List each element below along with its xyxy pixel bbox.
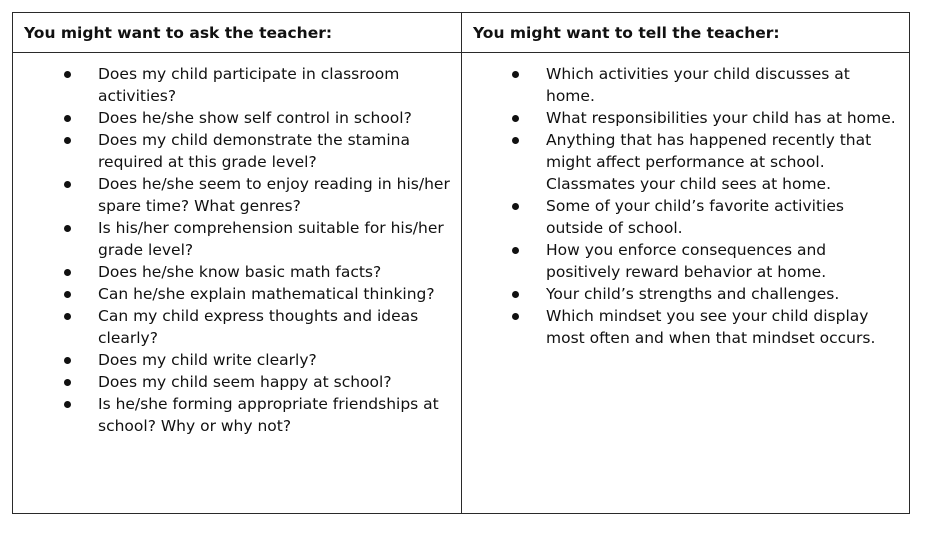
list-item-text: Does he/she know basic math facts? [98,263,382,281]
bullet-icon [512,313,519,320]
bullet-icon [64,401,71,408]
bullet-icon [512,203,519,210]
table-header-row [13,13,909,53]
list-item [13,349,461,371]
bullet-icon [512,115,519,122]
list-item-text: Anything that has happened recently that might affect performance at school. Classmates your child sees at home. [546,131,872,193]
list-item-text: Does my child participate in classroom activities? [98,65,400,105]
list-item-text: Does my child write clearly? [98,351,317,369]
list-item [462,239,909,283]
list-item [13,63,461,107]
bullet-icon [64,379,71,386]
bullet-icon [512,291,519,298]
list-item [13,393,461,437]
list-item [13,173,461,217]
list-item [13,217,461,261]
bullet-icon [64,357,71,364]
list-item [13,107,461,129]
list-item [462,305,909,349]
bullet-icon [64,313,71,320]
list-item-text: Is his/her comprehension suitable for his/her grade level? [98,219,444,259]
list-item [13,283,461,305]
bullet-icon [64,137,71,144]
list-item-text: Can he/she explain mathematical thinking? [98,285,435,303]
list-item-text: How you enforce consequences and positively reward behavior at home. [546,241,827,281]
list-item [13,371,461,393]
bullet-icon [512,137,519,144]
list-item-text: Can my child express thoughts and ideas clearly? [98,307,419,347]
tell-teacher-header: You might want to tell the teacher: [473,23,780,42]
table-body-row [13,53,909,513]
bullet-icon [64,225,71,232]
list-item [13,129,461,173]
list-item-text: Your child’s strengths and challenges. [546,285,840,303]
ask-teacher-list [13,63,461,437]
list-item-text: Does he/she show self control in school? [98,109,412,127]
list-item-text: What responsibilities your child has at home. [546,109,896,127]
conference-questions-table [12,12,910,514]
ask-teacher-cell [13,53,462,513]
list-item [13,305,461,349]
bullet-icon [64,71,71,78]
tell-teacher-cell [462,53,909,513]
bullet-icon [64,115,71,122]
list-item-text: Does he/she seem to enjoy reading in his/her spare time? What genres? [98,175,450,215]
tell-teacher-list [462,63,909,349]
bullet-icon [64,181,71,188]
bullet-icon [64,269,71,276]
list-item-text: Which activities your child discusses at home. [546,65,850,105]
list-item [462,283,909,305]
list-item-text: Does my child demonstrate the stamina required at this grade level? [98,131,410,171]
bullet-icon [512,247,519,254]
list-item-text: Some of your child’s favorite activities outside of school. [546,197,844,237]
bullet-icon [512,71,519,78]
list-item [13,261,461,283]
list-item [462,63,909,107]
list-item-text: Does my child seem happy at school? [98,373,392,391]
list-item-text: Which mindset you see your child display most often and when that mindset occurs. [546,307,876,347]
ask-teacher-header: You might want to ask the teacher: [13,13,462,52]
list-item-text: Is he/she forming appropriate friendships at school? Why or why not? [98,395,439,435]
bullet-icon [64,291,71,298]
list-item [462,107,909,129]
list-item [462,129,909,195]
list-item [462,195,909,239]
